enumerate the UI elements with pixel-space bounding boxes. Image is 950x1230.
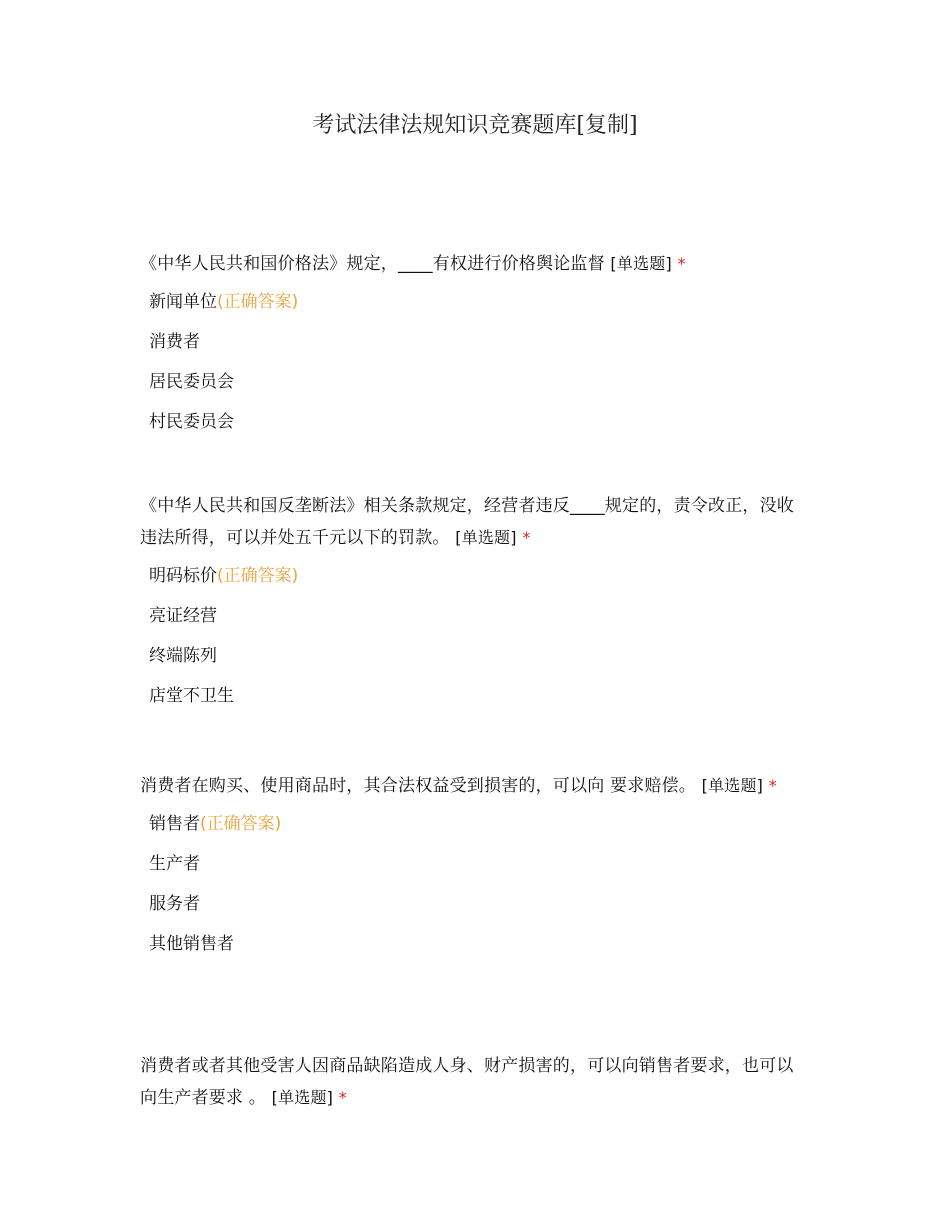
question-text [140,490,810,554]
question-text [140,248,810,280]
question-2 [140,490,810,724]
required-mark: * [338,1088,347,1107]
option-label: 亮证经营 [149,606,217,626]
option-label: 服务者 [149,894,200,914]
option-item [149,330,810,370]
option-label: 店堂不卫生 [149,686,234,706]
question-text [140,770,810,802]
option-item [149,370,810,410]
question-1 [140,248,810,450]
option-item [149,290,810,330]
question-3 [140,770,810,972]
option-list [140,290,810,450]
option-label: 新闻单位 [149,292,217,312]
required-mark: * [522,528,531,547]
option-label: 生产者 [149,854,200,874]
option-item [149,604,810,644]
option-item [149,644,810,684]
correct-answer-tag: (正确答案) [217,566,299,586]
option-label: 居民委员会 [149,372,234,392]
option-item [149,684,810,724]
question-type: [单选题] [610,254,672,273]
option-item [149,812,810,852]
correct-answer-tag: (正确答案) [200,814,282,834]
question-4 [140,1050,810,1114]
option-item [149,410,810,450]
option-item [149,852,810,892]
question-stem: 《中华人民共和国反垄断法》相关条款规定，经营者违反____规定的，责令改正，没收违法所得，可以并处五千元以下的罚款。 [140,496,794,548]
question-text [140,1050,810,1114]
option-label: 终端陈列 [149,646,217,666]
option-label: 明码标价 [149,566,217,586]
option-label: 其他销售者 [149,934,234,954]
option-item [149,932,810,972]
option-list [140,564,810,724]
required-mark: * [677,254,686,273]
question-type: [单选题] [271,1088,334,1107]
question-stem: 消费者或者其他受害人因商品缺陷造成人身、财产损害的，可以向销售者要求，也可以向生产者要求 。 [140,1056,794,1108]
option-list [140,812,810,972]
question-type: [单选题] [455,528,517,547]
question-stem: 消费者在购买、使用商品时，其合法权益受到损害的，可以向 要求赔偿。 [140,776,697,796]
correct-answer-tag: (正确答案) [217,292,299,312]
required-mark: * [768,776,777,795]
option-label: 销售者 [149,814,200,834]
option-label: 消费者 [149,332,200,352]
option-item [149,564,810,604]
page-title: 考试法律法规知识竞赛题库[复制] [312,113,638,138]
question-stem: 《中华人民共和国价格法》规定，____有权进行价格舆论监督 [140,254,605,274]
option-label: 村民委员会 [149,412,234,432]
question-type: [单选题] [701,776,764,795]
option-item [149,892,810,932]
